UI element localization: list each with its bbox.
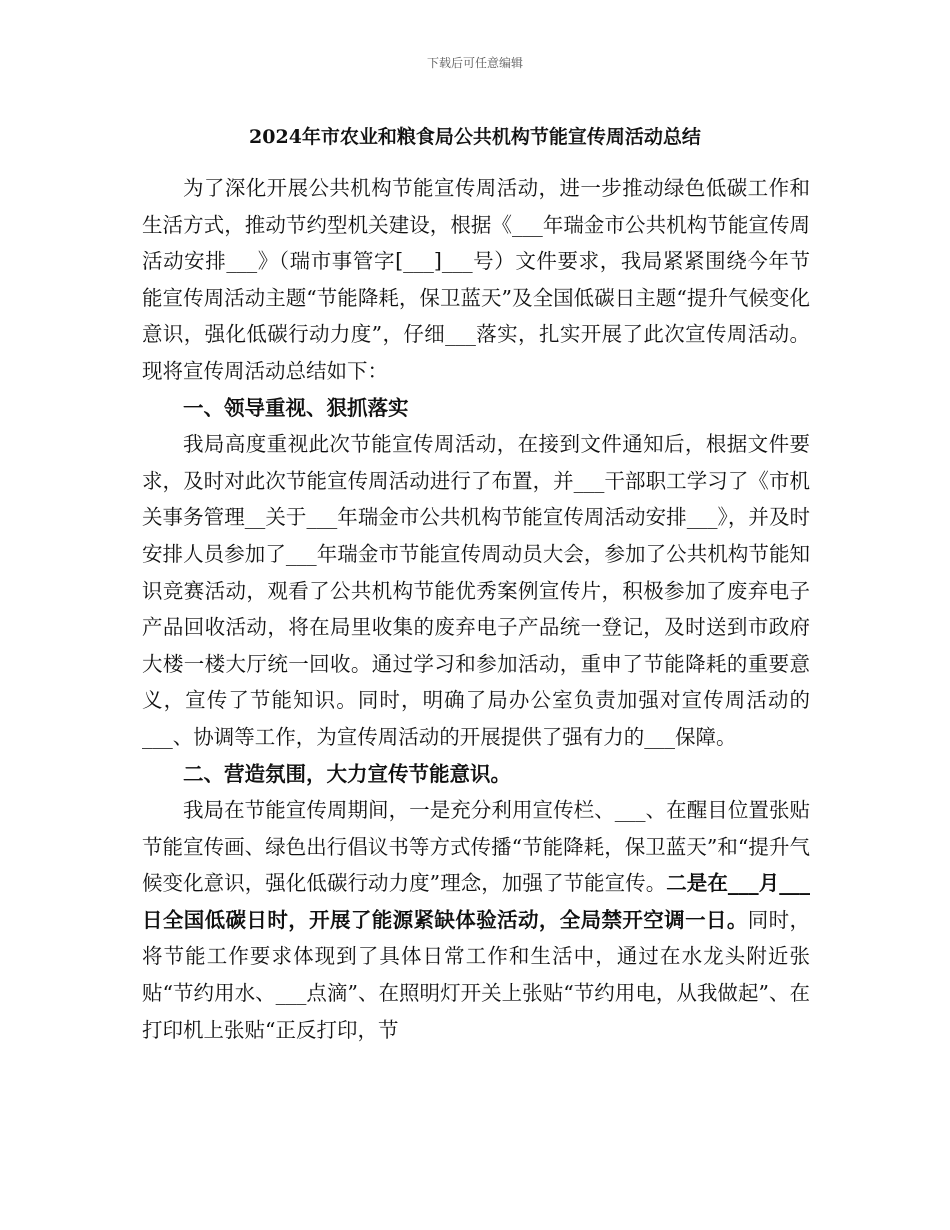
- document-title: 2024年市农业和粮食局公共机构节能宣传周活动总结: [249, 126, 701, 148]
- intro-paragraph: 为了深化开展公共机构节能宣传周活动，进一步推动绿色低碳工作和生活方式，推动节约型机关建设，根据《___年瑞金市公共机构节能宣传周活动安排___》（瑞市事管字[___]___号）文件要求，我局紧紧围绕今年节能宣传周活动主题“节能降耗，保卫蓝天”及全国低碳日主题“提升气候变化意识，强化低碳行动力度”，仔细___落实，扎实开展了此次宣传周活动。现将宣传周活动总结如下：: [142, 176, 810, 383]
- section-2-bold-text: 二是在___月___日全国低碳日时，开展了能源紧缺体验活动，全局禁开空调一日。: [142, 871, 810, 932]
- section-2-text-b: 同时，将节能工作要求体现到了具体日常工作和生活中，通过在水龙头附近张贴“节约用水、___点滴”、在照明灯开关上张贴“节约用电，从我做起”、在打印机上张贴“正反打印，节: [142, 907, 811, 1042]
- section-2-text-a: 我局在节能宣传周期间，一是充分利用宣传栏、___、在醒目位置张贴节能宣传画、绿色出行倡议书等方式传播“节能降耗，保卫蓝天”和“提升气候变化意识，强化低碳行动力度”理念，加强了节能宣传。: [142, 798, 810, 896]
- section-heading-1: 一、领导重视、狠抓落实: [183, 395, 409, 420]
- section-heading-2: 二、营造氛围，大力宣传节能意识。: [183, 761, 511, 786]
- section-1-paragraph: 我局高度重视此次节能宣传周活动，在接到文件通知后，根据文件要求，及时对此次节能宣传周活动进行了布置，并___干部职工学习了《市机关事务管理__关于___年瑞金市公共机构节能宣传周活动安排___》，并及时安排人员参加了___年瑞金市节能宣传周动员大会，参加了公共机构节能知识竞赛活动，观看了公共机构节能优秀案例宣传片，积极参加了废弃电子产品回收活动，将在局里收集的废弃电子产品统一登记，及时送到市政府大楼一楼大厅统一回收。通过学习和参加活动，重申了节能降耗的重要意义，宣传了节能知识。同时，明确了局办公室负责加强对宣传周活动的___、协调等工作，为宣传周活动的开展提供了强有力的___保障。: [142, 432, 810, 749]
- header-note: 下载后可任意编辑: [426, 56, 523, 70]
- document-body: [142, 170, 810, 1048]
- section-2-paragraph: [142, 792, 810, 1048]
